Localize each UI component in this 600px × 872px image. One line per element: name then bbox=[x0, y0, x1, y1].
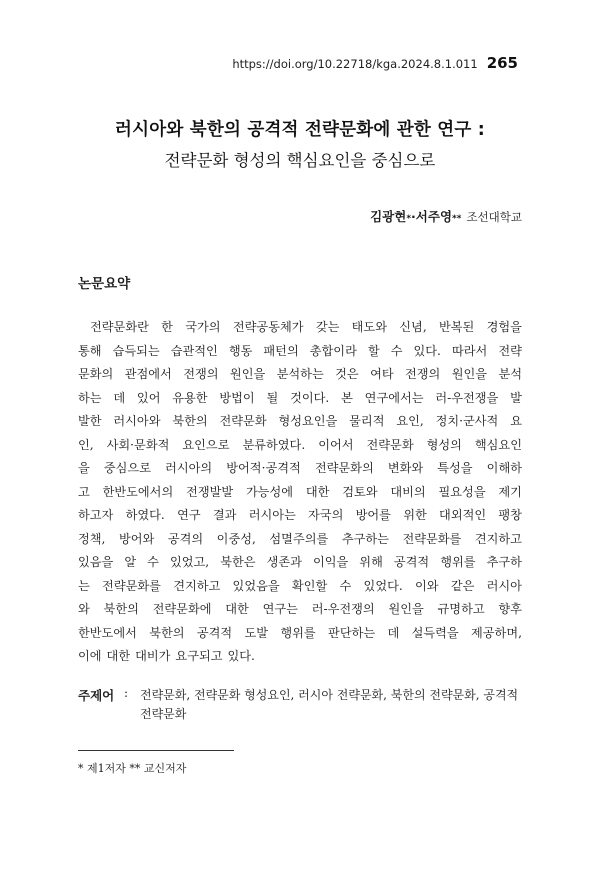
abstract-word: 이중성, bbox=[216, 531, 256, 546]
abstract-word: 가능성에 bbox=[245, 484, 294, 499]
abstract-line bbox=[78, 481, 522, 505]
abstract-line bbox=[78, 410, 522, 434]
abstract-word: 러시아는 bbox=[248, 508, 296, 522]
abstract-word: 전략공동체가 bbox=[232, 320, 304, 334]
abstract-body bbox=[78, 316, 522, 669]
abstract-word: 러시아와 bbox=[113, 414, 161, 428]
abstract-word: 전쟁발발 bbox=[186, 484, 234, 499]
abstract-word: 견지하고 bbox=[474, 531, 522, 546]
abstract-word: 중심으로 bbox=[103, 461, 151, 475]
abstract-word: 방법이 bbox=[219, 390, 255, 405]
keywords-label: 주제어 bbox=[78, 688, 115, 703]
abstract-word: 문화의 bbox=[78, 367, 114, 381]
paper-subtitle: 전략문화 형성의 핵심요인을 중심으로 bbox=[164, 151, 436, 170]
abstract-word: 경험을 bbox=[486, 320, 522, 334]
abstract-word: 필요성을 bbox=[438, 484, 486, 499]
abstract-word: 수 bbox=[339, 578, 352, 593]
abstract-word: 한반도에서의 bbox=[102, 484, 174, 499]
abstract-word: 패턴의 bbox=[263, 343, 299, 358]
abstract-word: 있다. bbox=[227, 649, 255, 663]
abstract-word: 공격적 bbox=[393, 555, 430, 569]
footnote: * 제1저자 ** 교신저자 bbox=[78, 762, 187, 775]
abstract-word: 알 bbox=[124, 555, 137, 569]
paper-title: 러시아와 북한의 공격적 전략문화에 관한 연구 : bbox=[115, 120, 485, 140]
abstract-word: 습득되는 bbox=[112, 343, 160, 358]
abstract-word: 특성을 bbox=[437, 461, 473, 475]
abstract-word: 북한의 bbox=[103, 602, 139, 616]
abstract-word: 사회·문화적 bbox=[106, 437, 170, 452]
abstract-line bbox=[78, 528, 522, 552]
author-first: 김광현 bbox=[370, 209, 407, 224]
abstract-word: 것이다. bbox=[290, 390, 330, 405]
abstract-word: 러-우전쟁의 bbox=[311, 602, 375, 616]
abstract-line bbox=[78, 387, 522, 411]
abstract-word: 수 bbox=[390, 343, 403, 358]
abstract-word: 설득력을 bbox=[411, 625, 459, 640]
author-names bbox=[370, 207, 461, 225]
abstract-word: 제기 bbox=[498, 484, 522, 499]
abstract-word: 따라서 bbox=[451, 343, 488, 358]
abstract-word: 위해 bbox=[359, 555, 383, 569]
abstract-word: 될 bbox=[266, 390, 279, 405]
abstract-word: 이어서 bbox=[318, 437, 354, 452]
abstract-word: 할 bbox=[367, 343, 380, 358]
abstract-word: 데 bbox=[113, 390, 126, 405]
abstract-word: 대비의 bbox=[390, 484, 426, 499]
abstract-word: 형성요인을 bbox=[278, 414, 338, 428]
abstract-word: 대한 bbox=[106, 649, 131, 663]
abstract-line bbox=[78, 363, 522, 387]
abstract-word: 하는 bbox=[78, 390, 102, 405]
abstract-word: 섬멸주의를 bbox=[269, 531, 329, 546]
abstract-word: 연구는 bbox=[262, 602, 298, 616]
abstract-word: 변화와 bbox=[387, 461, 424, 475]
abstract-word: 있어 bbox=[136, 390, 161, 405]
abstract-word: 관점에서 bbox=[124, 367, 172, 381]
abstract-word: 있었고, bbox=[169, 555, 210, 569]
abstract-word: 본 bbox=[341, 390, 353, 405]
abstract-word: 원인을 bbox=[388, 602, 424, 616]
abstract-word: 연구 bbox=[177, 508, 201, 522]
abstract-word: 분류하였다. bbox=[242, 437, 306, 452]
abstract-word: 제공하며, bbox=[471, 625, 522, 640]
abstract-word: 물리적 bbox=[349, 414, 385, 428]
abstract-word: 팽창 bbox=[498, 508, 522, 522]
abstract-word: 핵심요인 bbox=[474, 437, 522, 452]
abstract-line bbox=[78, 504, 522, 528]
abstract-word: 전략문화를 bbox=[102, 578, 161, 593]
abstract-word: 요인, bbox=[396, 414, 424, 428]
abstract-word: 북한은 bbox=[220, 555, 256, 569]
abstract-word: 추구하는 bbox=[341, 531, 389, 546]
abstract-word: 있었음을 bbox=[232, 578, 280, 593]
abstract-word: 이익을 bbox=[312, 555, 349, 569]
abstract-word: 유용한 bbox=[172, 390, 208, 405]
abstract-word: 전쟁의 bbox=[405, 367, 441, 381]
abstract-word: 전략문화 bbox=[366, 437, 414, 452]
abstract-word: 전략 bbox=[498, 343, 522, 358]
abstract-word: 결과 bbox=[212, 508, 237, 522]
abstract-word: 원인을 bbox=[451, 367, 488, 381]
keywords-list: 전략문화, 전략문화 형성요인, 러시아 전략문화, 북한의 전략문화, 공격적 전략문화 bbox=[140, 688, 519, 721]
abstract-line bbox=[78, 598, 522, 622]
abstract-word: 반복된 bbox=[439, 320, 475, 334]
abstract-word: 여타 bbox=[370, 367, 394, 381]
abstract-word: 대비가 bbox=[135, 649, 171, 663]
abstract-word: 검토와 bbox=[342, 484, 378, 499]
abstract-word: 습관적인 bbox=[170, 343, 218, 358]
author-separator: · bbox=[411, 209, 416, 224]
abstract-word: 확인할 bbox=[291, 578, 328, 593]
doi-text: https://doi.org/10.22718/kga.2024.8.1.011 bbox=[232, 57, 478, 71]
abstract-word: 통해 bbox=[78, 343, 102, 358]
abstract-word: 러시아의 bbox=[165, 461, 213, 475]
author-second: 서주영 bbox=[415, 209, 453, 224]
abstract-word: 신념, bbox=[399, 320, 427, 334]
abstract-word: 행위를 bbox=[440, 555, 476, 569]
abstract-word: 공격의 bbox=[167, 531, 204, 546]
abstract-word: 전략문화를 bbox=[402, 531, 462, 546]
abstract-word: 방어와 bbox=[118, 531, 155, 546]
abstract-word: 발한 bbox=[78, 414, 102, 428]
abstract-word: 생존과 bbox=[266, 555, 302, 569]
abstract-word: 전략문화 bbox=[219, 414, 267, 428]
abstract-word: 는 bbox=[78, 578, 90, 593]
abstract-line bbox=[78, 457, 522, 481]
abstract-word: 추구하 bbox=[486, 555, 522, 569]
abstract-word: 고 bbox=[78, 484, 90, 499]
abstract-word: 규명하고 bbox=[437, 602, 485, 616]
author-affiliation: 조선대학교 bbox=[466, 210, 522, 224]
abstract-heading: 논문요약 bbox=[78, 276, 131, 292]
abstract-word: 전략문화에 bbox=[152, 602, 212, 616]
abstract-word: 정책, bbox=[78, 531, 106, 546]
author-first-mark: * bbox=[406, 214, 412, 224]
abstract-word: 이와 bbox=[415, 578, 439, 593]
abstract-word: 국가의 bbox=[185, 320, 221, 334]
page-number: 265 bbox=[486, 54, 518, 72]
abstract-word: 요 bbox=[510, 414, 522, 428]
abstract-word: 향후 bbox=[498, 602, 522, 616]
abstract-word: 북한의 bbox=[149, 625, 185, 640]
abstract-line bbox=[78, 434, 522, 458]
abstract-line bbox=[78, 622, 522, 646]
abstract-word: 요구되고 bbox=[175, 649, 223, 663]
abstract-word: 형성의 bbox=[426, 437, 462, 452]
abstract-word: 원인을 bbox=[229, 367, 266, 381]
abstract-word: 데 bbox=[387, 625, 400, 640]
abstract-word: 있음을 bbox=[78, 555, 114, 569]
abstract-word: 을 bbox=[78, 461, 90, 475]
abstract-word: 위한 bbox=[403, 508, 427, 522]
keywords-colon: : bbox=[124, 686, 129, 700]
running-header bbox=[232, 54, 518, 72]
abstract-word: 하고자 bbox=[78, 508, 114, 522]
abstract-line bbox=[78, 340, 522, 364]
abstract-word: 발 bbox=[510, 390, 522, 405]
abstract-word: 수 bbox=[147, 555, 159, 569]
abstract-word: 이에 bbox=[78, 649, 102, 663]
abstract-word: 인, bbox=[78, 437, 94, 452]
abstract-word: 방어적·공격적 bbox=[226, 461, 301, 475]
abstract-word: 한 bbox=[161, 320, 173, 334]
abstract-word: 공격적 bbox=[196, 625, 233, 640]
abstract-word: 요인으로 bbox=[182, 437, 230, 452]
abstract-word: 행위를 bbox=[280, 625, 316, 640]
abstract-word: 행동 bbox=[228, 343, 253, 358]
abstract-word: 분석하는 bbox=[276, 367, 324, 381]
abstract-word: 전략문화의 bbox=[314, 461, 374, 475]
abstract-word: 정치·군사적 bbox=[435, 414, 499, 428]
abstract-word: 태도와 bbox=[351, 320, 387, 334]
abstract-word: 전쟁의 bbox=[183, 367, 219, 381]
abstract-word: 와 bbox=[78, 602, 90, 616]
abstract-word: 분석 bbox=[498, 367, 522, 381]
abstract-word: 도발 bbox=[244, 625, 269, 640]
abstract-line bbox=[78, 551, 522, 575]
abstract-line bbox=[78, 316, 522, 340]
abstract-word: 러-우전쟁을 bbox=[435, 390, 499, 405]
abstract-word: 있었다. bbox=[363, 578, 403, 593]
abstract-word: 북한의 bbox=[172, 414, 208, 428]
abstract-word: 러시아 bbox=[486, 578, 522, 593]
author-line bbox=[370, 207, 522, 225]
abstract-word: 대한 bbox=[305, 484, 330, 499]
abstract-word: 방어를 bbox=[355, 508, 391, 522]
abstract-word: 총합이라 bbox=[309, 343, 357, 358]
abstract-word: 같은 bbox=[450, 578, 475, 593]
abstract-word: 갖는 bbox=[315, 320, 340, 334]
abstract-word: 이해하 bbox=[486, 461, 522, 475]
abstract-word: 자국의 bbox=[308, 508, 344, 522]
abstract-word: 대한 bbox=[225, 602, 249, 616]
abstract-word: 한반도에서 bbox=[78, 625, 137, 640]
abstract-word: 하였다. bbox=[125, 508, 165, 522]
abstract-line bbox=[78, 575, 522, 599]
abstract-line bbox=[78, 645, 522, 669]
abstract-word: 것은 bbox=[335, 367, 359, 381]
abstract-word: 전략문화란 bbox=[90, 320, 149, 334]
abstract-word: 연구에서는 bbox=[364, 390, 424, 405]
footnote-divider bbox=[78, 750, 234, 751]
abstract-word: 판단하는 bbox=[328, 625, 376, 640]
abstract-word: 있다. bbox=[413, 343, 441, 358]
abstract-word: 대외적인 bbox=[439, 508, 487, 522]
author-second-mark: ** bbox=[452, 214, 462, 224]
abstract-word: 견지하고 bbox=[173, 578, 221, 593]
